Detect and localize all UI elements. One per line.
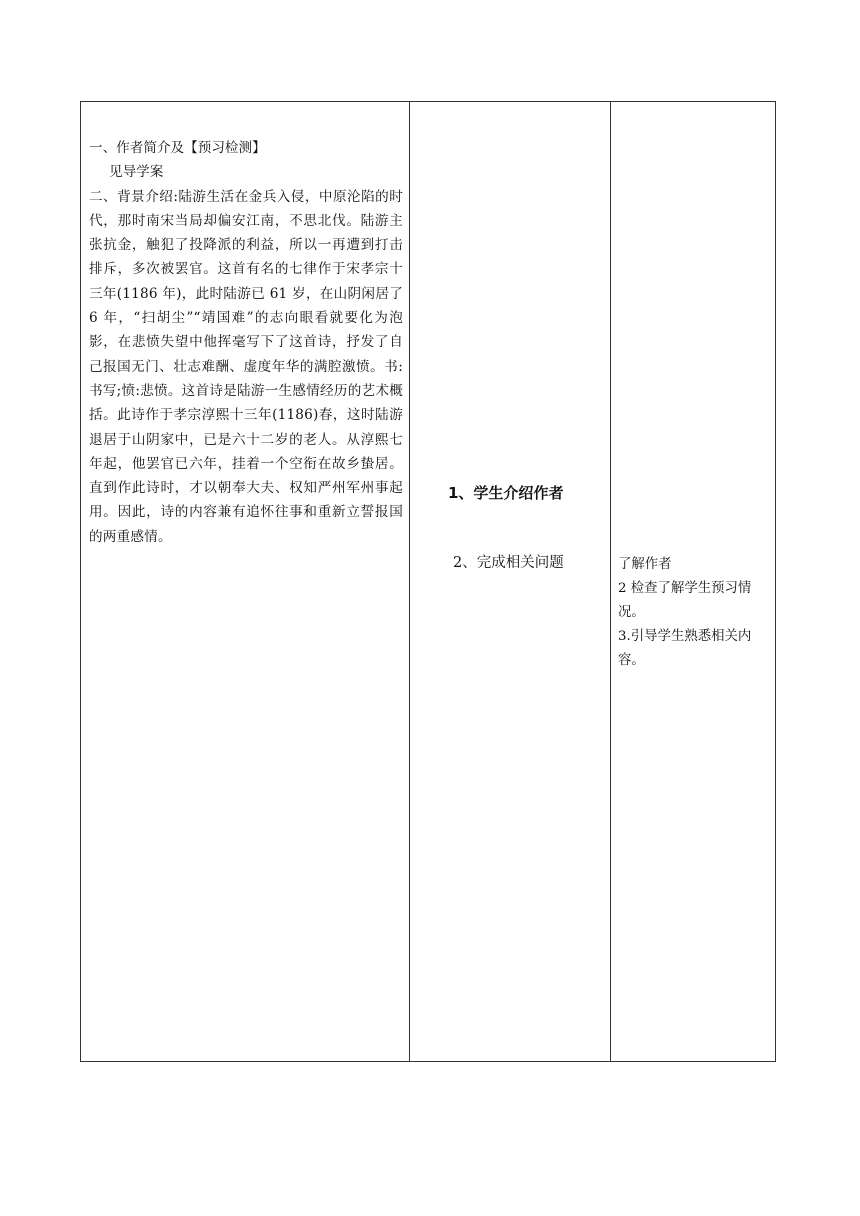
intent-line-2: 2 检查了解学生预习情况。 — [618, 581, 752, 620]
activity-item-1: 1、学生介绍作者 — [448, 484, 564, 502]
section-2-background: 二、背景介绍:陆游生活在金兵入侵，中原沦陷的时代，那时南宋当局却偏安江南，不思北伐。陆游主张抗金，触犯了投降派的利益，所以一再遭到打击排斥，多次被罢官。这首有名的七律作于宋孝宗十三年(1186 年)，此时陆游已 61 岁，在山阴闲居了 6 年，“扫胡尘”“靖国难”的志向眼看就要化为泡影，在悲愤失望中他挥毫写下了这首诗，抒发了自己报国无门、壮志难酬、虚度年华的满腔激愤。书:书写;愤:悲愤。这首诗是陆游一生感情经历的艺术概括。此诗作于孝宗淳熙十三年(1186)春，这时陆游退居于山阴家中，已是六十二岁的老人。从淳熙七年起，他罢官已六年，挂着一个空衔在故乡蛰居。直到作此诗时，才以朝奉大夫、权知严州军州事起用。因此，诗的内容兼有追怀往事和重新立誓报国的两重感情。 — [89, 188, 403, 545]
intent-line-1: 了解作者 — [618, 557, 672, 572]
activity-item-2: 2、完成相关问题 — [453, 555, 564, 571]
intent-line-3: 3.引导学生熟悉相关内容。 — [618, 629, 752, 668]
lesson-plan-table — [80, 101, 776, 1062]
teaching-content-cell — [81, 102, 410, 1061]
section-1-note: 见导学案 — [109, 164, 164, 181]
section-1-heading: 一、作者简介及【预习检测】 — [89, 140, 266, 156]
design-intent-cell — [611, 102, 775, 1061]
teaching-content-text — [89, 136, 403, 549]
student-activity-cell — [410, 102, 611, 1061]
design-intent-text — [618, 553, 773, 673]
